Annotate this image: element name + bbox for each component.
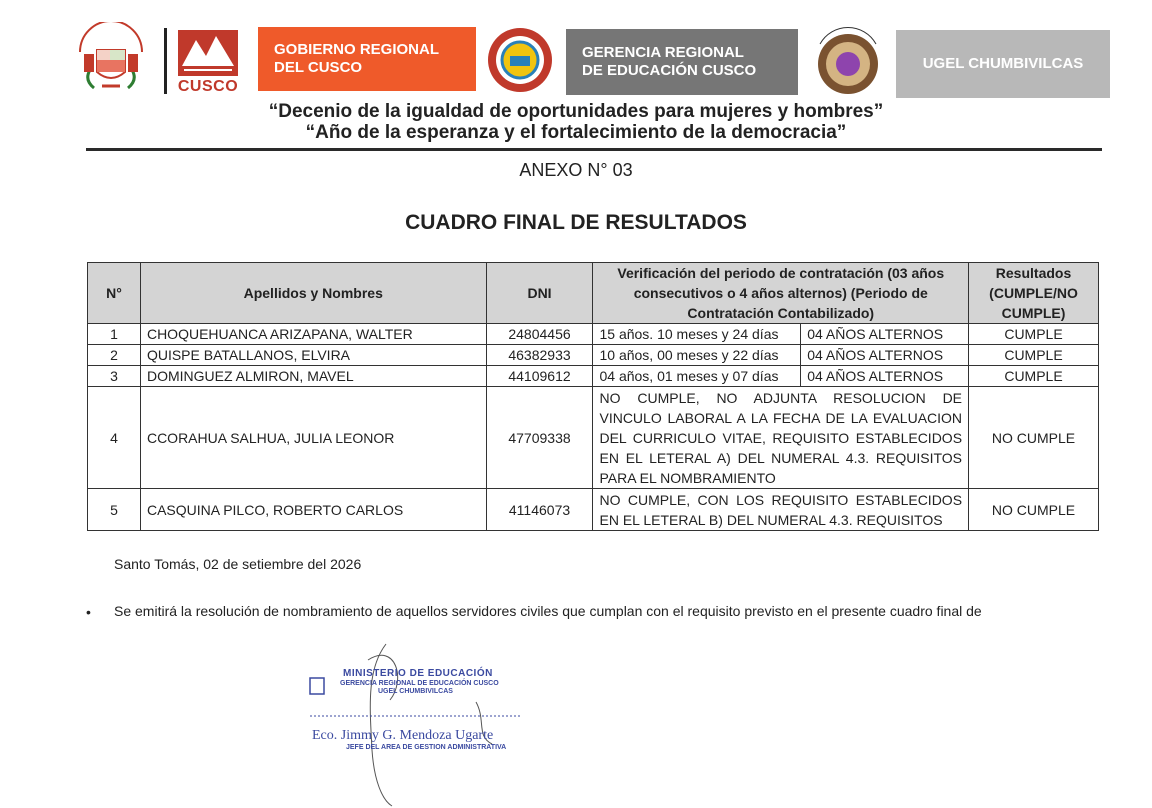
signature-stamp bbox=[306, 640, 536, 808]
row-note: NO CUMPLE, CON LOS REQUISITO ESTABLECIDOS EN EL LETERAL B) DEL NUMERAL 4.3. REQUISITOS bbox=[593, 489, 969, 531]
header-name: Apellidos y Nombres bbox=[140, 263, 486, 324]
motto-line-1: “Decenio de la igualdad de oportunidades para mujeres y hombres” bbox=[268, 101, 884, 122]
gobierno-line1: GOBIERNO REGIONAL bbox=[274, 41, 440, 58]
table-row bbox=[88, 489, 1099, 531]
header-dni: DNI bbox=[486, 263, 593, 324]
row-period: 15 años. 10 meses y 24 días bbox=[593, 324, 801, 345]
bullet-icon: • bbox=[86, 604, 91, 620]
row-dni: 47709338 bbox=[486, 387, 593, 489]
motto-line-2: “Año de la esperanza y el fortalecimiento de la democracia” bbox=[305, 122, 847, 143]
header-num: N° bbox=[88, 263, 141, 324]
table-row bbox=[88, 387, 1099, 489]
row-num: 5 bbox=[88, 489, 141, 531]
row-num: 2 bbox=[88, 345, 141, 366]
ugel-box bbox=[896, 30, 1110, 98]
place-date: Santo Tomás, 02 de setiembre del 2026 bbox=[114, 556, 362, 572]
stamp-signatory-name: Eco. Jimmy G. Mendoza Ugarte bbox=[312, 728, 494, 743]
row-name: CHOQUEHUANCA ARIZAPANA, WALTER bbox=[140, 324, 486, 345]
ugel-chumbivilcas-seal-icon bbox=[806, 18, 890, 102]
stamp-line-2: GERENCIA REGIONAL DE EDUCACIÓN CUSCO bbox=[340, 680, 499, 687]
row-result: NO CUMPLE bbox=[969, 387, 1099, 489]
header-verification: Verificación del periodo de contratación (03 años consecutivos o 4 años alternos) (Periodo de Contratación Contabilizado) bbox=[593, 263, 969, 324]
annex-label: ANEXO N° 03 bbox=[519, 160, 633, 180]
row-name: DOMINGUEZ ALMIRON, MAVEL bbox=[140, 366, 486, 387]
row-period: 04 años, 01 meses y 07 días bbox=[593, 366, 801, 387]
row-type: 04 AÑOS ALTERNOS bbox=[801, 366, 969, 387]
table-row bbox=[88, 345, 1099, 366]
gerencia-line2: DE EDUCACIÓN CUSCO bbox=[582, 62, 757, 79]
table-row bbox=[88, 324, 1099, 345]
ugel-label: UGEL CHUMBIVILCAS bbox=[922, 55, 1084, 72]
header-divider bbox=[164, 28, 167, 94]
document-title: CUADRO FINAL DE RESULTADOS bbox=[405, 211, 747, 234]
cusco-logo-text: CUSCO bbox=[177, 78, 239, 95]
stamp-line-1: MINISTERIO DE EDUCACIÓN bbox=[343, 668, 493, 679]
gobierno-regional-box bbox=[258, 27, 476, 91]
gobierno-line2: DEL CUSCO bbox=[274, 59, 363, 76]
row-note: NO CUMPLE, NO ADJUNTA RESOLUCION DE VINCULO LABORAL A LA FECHA DE LA EVALUACION DEL CURRICULO VITAE, REQUISITO ESTABLECIDOS EN EL LETERAL A) DEL NUMERAL 4.3. REQUISITOS PARA EL NOMBRAMIENTO bbox=[593, 387, 969, 489]
row-period: 10 años, 00 meses y 22 días bbox=[593, 345, 801, 366]
row-dni: 44109612 bbox=[486, 366, 593, 387]
gerencia-line1: GERENCIA REGIONAL bbox=[582, 44, 744, 61]
stamp-signatory-role: JEFE DEL AREA DE GESTION ADMINISTRATIVA bbox=[346, 744, 507, 751]
bullet-note: Se emitirá la resolución de nombramiento de aquellos servidores civiles que cumplan con el requisito previsto en el presente cuadro final de bbox=[114, 603, 982, 619]
row-type: 04 AÑOS ALTERNOS bbox=[801, 345, 969, 366]
row-result: NO CUMPLE bbox=[969, 489, 1099, 531]
table-header-row bbox=[88, 263, 1099, 324]
row-num: 3 bbox=[88, 366, 141, 387]
row-dni: 46382933 bbox=[486, 345, 593, 366]
results-table bbox=[87, 262, 1099, 531]
row-name: CCORAHUA SALHUA, JULIA LEONOR bbox=[140, 387, 486, 489]
header-rule bbox=[86, 148, 1102, 151]
row-num: 4 bbox=[88, 387, 141, 489]
row-result: CUMPLE bbox=[969, 366, 1099, 387]
row-type: 04 AÑOS ALTERNOS bbox=[801, 324, 969, 345]
peru-coat-of-arms-icon bbox=[72, 22, 150, 98]
table-row bbox=[88, 366, 1099, 387]
row-result: CUMPLE bbox=[969, 324, 1099, 345]
row-name: CASQUINA PILCO, ROBERTO CARLOS bbox=[140, 489, 486, 531]
row-name: QUISPE BATALLANOS, ELVIRA bbox=[140, 345, 486, 366]
row-num: 1 bbox=[88, 324, 141, 345]
gerencia-regional-box bbox=[566, 29, 798, 95]
row-dni: 41146073 bbox=[486, 489, 593, 531]
row-result: CUMPLE bbox=[969, 345, 1099, 366]
header-result: Resultados (CUMPLE/NO CUMPLE) bbox=[969, 263, 1099, 324]
regional-seal-icon bbox=[486, 26, 554, 94]
stamp-line-3: UGEL CHUMBIVILCAS bbox=[378, 688, 453, 695]
row-dni: 24804456 bbox=[486, 324, 593, 345]
